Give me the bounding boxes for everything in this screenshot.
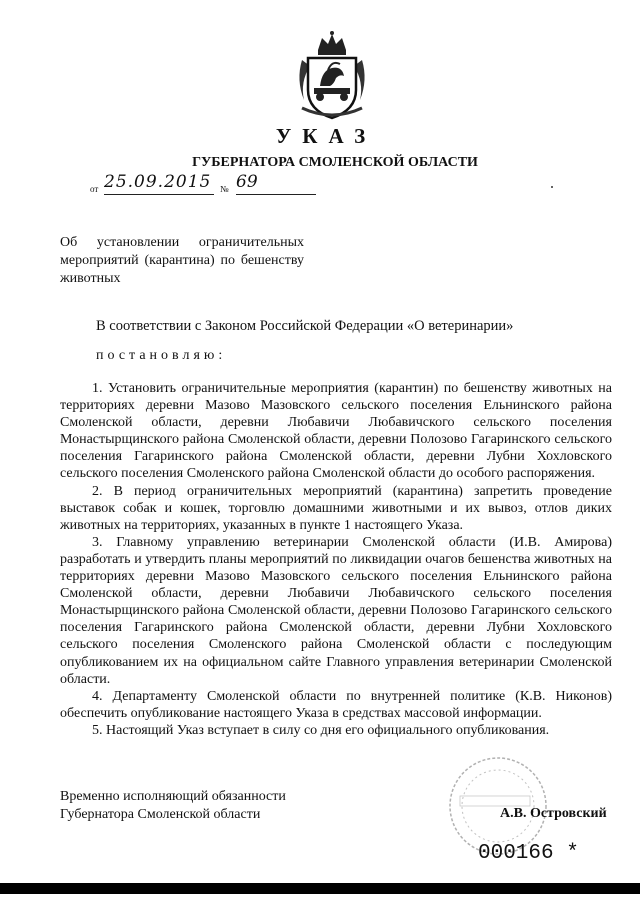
document-title: УКАЗ	[275, 124, 377, 148]
paragraph: 4. Департаменту Смоленской области по внутренней политике (К.В. Никонов) обеспечить опубликование настоящего Указа в средствах массовой информации.	[60, 688, 612, 721]
decree-body	[60, 380, 612, 739]
document-subject: Об установлении ограничительных мероприятий (карантина) по бешенству животных	[60, 235, 304, 286]
signature-block	[60, 788, 286, 824]
scan-speck	[551, 186, 553, 188]
signatory-position-line1: Временно исполняющий обязанности	[60, 789, 286, 804]
document-subtitle: ГУБЕРНАТОРА СМОЛЕНСКОЙ ОБЛАСТИ	[192, 155, 478, 170]
paragraph: 1. Установить ограничительные мероприятия (карантин) по бешенству животных на территориях деревни Мазово Мазовского сельского поселения Ельнинского района Смоленской области, деревни Любавичи Любавичского сельского поселения Монастырщинского района Смоленской области, деревни Полозово Гагаринского сельского поселения Гагаринского района Смоленской области, деревни Лубни Хохловского сельского поселения Смоленского района Смоленской области до особого распоряжения.	[60, 381, 612, 482]
document-number: 69	[236, 172, 316, 195]
date-prefix: от	[90, 184, 99, 194]
bottom-border-bar	[0, 883, 640, 894]
coat-of-arms-icon	[292, 30, 372, 122]
date-number-line	[90, 172, 330, 198]
signatory-position-line2: Губернатора Смоленской области	[60, 807, 261, 822]
signatory-name: А.В. Островский	[500, 806, 607, 821]
paragraph: 5. Настоящий Указ вступает в силу со дня его официального опубликования.	[92, 722, 550, 738]
serial-number: 000166 *	[478, 842, 579, 865]
document-date: 25.09.2015	[104, 172, 214, 195]
decree-word: постановляю:	[96, 348, 227, 363]
paragraph: 3. Главному управлению ветеринарии Смоленской области (И.В. Амирова) разработать и утвердить планы мероприятий по ликвидации очагов бешенства животных на территориях деревни Мазово Мазовского сельского поселения Ельнинского района Смоленской области, деревни Любавичи Любавичского сельского поселения Монастырщинского района Смоленской области, деревни Полозово Гагаринского сельского поселения Гагаринского района Смоленской области, деревни Лубни Хохловского сельского поселения Смоленского района Смоленской области с последующим опубликованием их на официальном сайте Главного управления ветеринарии Смоленской области.	[60, 534, 612, 687]
paragraph: 2. В период ограничительных мероприятий (карантина) запретить проведение выставок собак и кошек, торговлю домашними животными и их вывоз, отлов диких животных на территориях, указанных в пункте 1 настоящего Указа.	[60, 483, 612, 533]
legal-basis: В соответствии с Законом Российской Федерации «О ветеринарии»	[96, 318, 514, 334]
number-prefix: №	[220, 184, 229, 194]
